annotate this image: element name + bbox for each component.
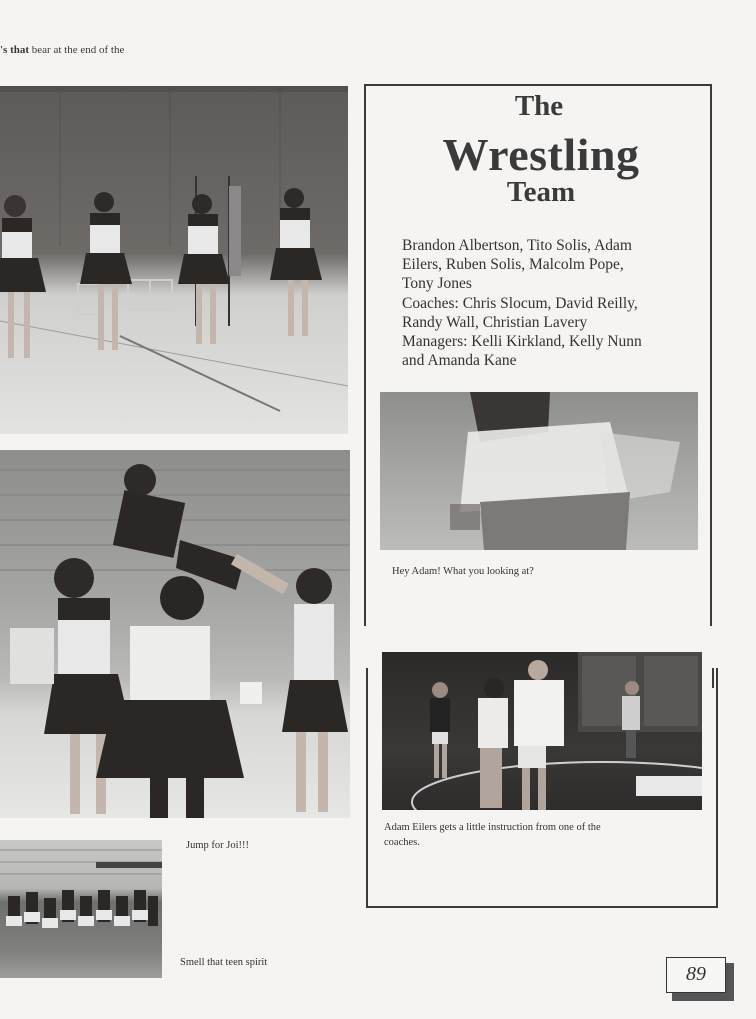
wrestling-caption-1: Hey Adam! What you looking at? (392, 566, 534, 577)
roster-line: Brandon Albertson, Tito Solis, Adam (402, 237, 632, 254)
title-team: Team (506, 176, 576, 208)
wrestling-coach-photo (382, 652, 702, 810)
title-wrestling: Wrestling (442, 129, 640, 180)
roster-line: Coaches: Chris Slocum, David Reilly, (402, 294, 638, 312)
cheerleader-jump-photo (0, 450, 350, 818)
spirit-caption: Smell that teen spirit (180, 957, 268, 968)
page-number: 89 (666, 957, 726, 993)
roster-line: Randy Wall, Christian Lavery (402, 313, 588, 331)
title-the: The (514, 90, 564, 122)
wrestling-panel-border-connector (712, 668, 714, 688)
wrestling-caption-2 (384, 820, 601, 850)
jump-caption: Jump for Joi!!! (186, 840, 249, 851)
cheerleaders-gym-photo (0, 86, 348, 434)
roster-text (402, 236, 702, 370)
cheer-squad-photo (0, 840, 162, 978)
top-cutoff-text: 's that bear at the end of the (0, 44, 125, 56)
roster-line: Managers: Kelli Kirkland, Kelly Nunn (402, 333, 642, 351)
caption-line: Adam Eilers gets a little instruction from one of the (384, 822, 601, 833)
roster-line: Tony Jones (402, 275, 472, 293)
roster-line: Eilers, Ruben Solis, Malcolm Pope, (402, 256, 624, 274)
caption-line: coaches. (384, 837, 420, 848)
roster-line: and Amanda Kane (402, 352, 517, 370)
wrestling-match-photo (380, 392, 698, 550)
